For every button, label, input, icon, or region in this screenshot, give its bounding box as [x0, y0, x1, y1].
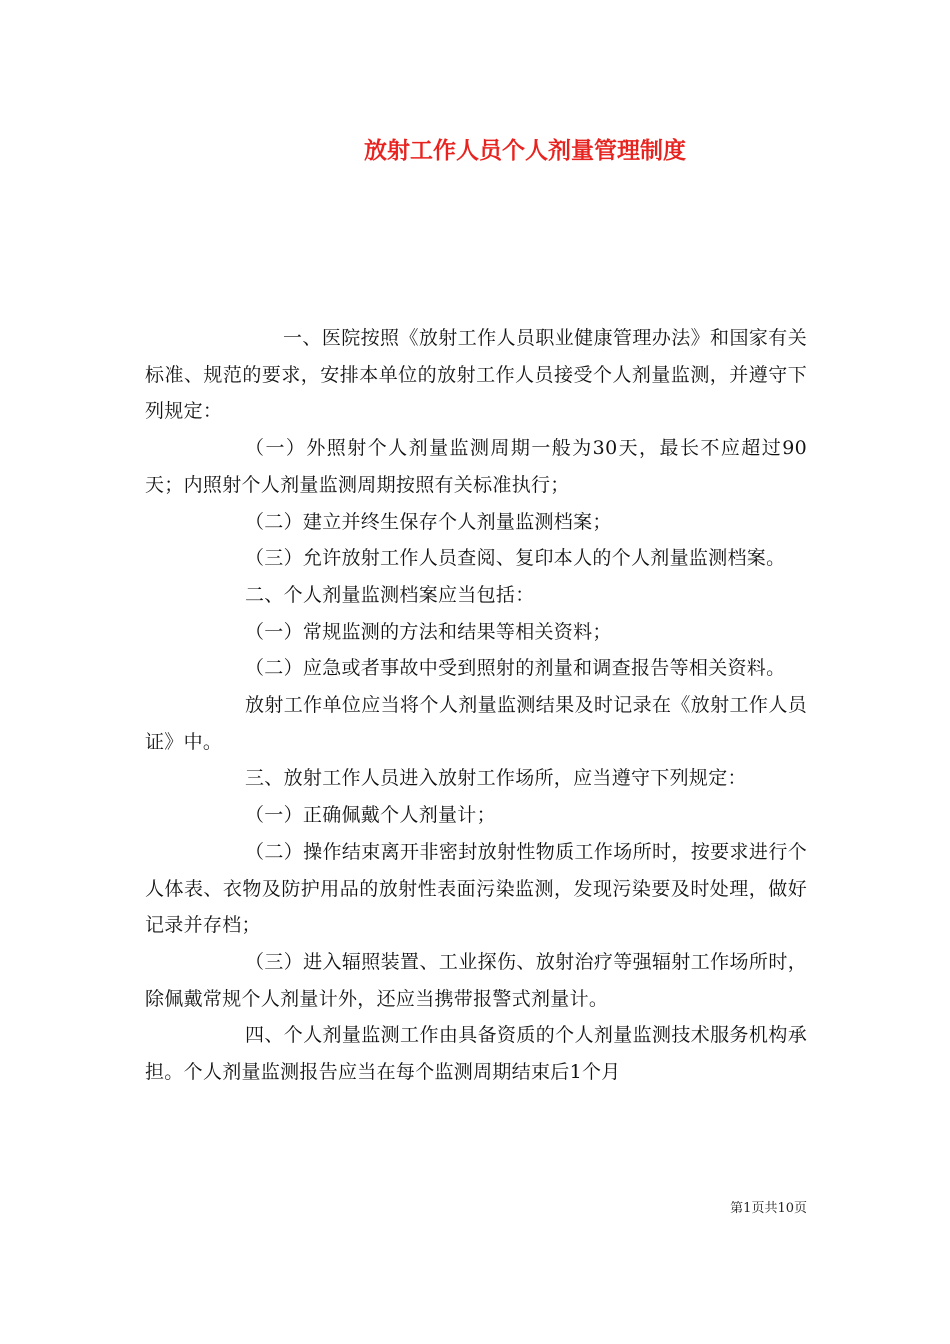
- paragraph-3-item-3: （三）进入辐照装置、工业探伤、放射治疗等强辐射工作场所时，除佩戴常规个人剂量计外，还应当携带报警式剂量计。: [145, 950, 807, 1010]
- paragraph-3-item-1: （一）正确佩戴个人剂量计；: [245, 804, 496, 827]
- paragraph-2: 二、个人剂量监测档案应当包括：: [245, 583, 535, 606]
- paragraph-2-item-1: （一）常规监测的方法和结果等相关资料；: [245, 620, 612, 643]
- page-title: 放射工作人员个人剂量管理制度: [364, 137, 686, 164]
- paragraph-2-item-2: （二）应急或者事故中受到照射的剂量和调查报告等相关资料。: [245, 657, 786, 680]
- page-number: 第1页共10页: [730, 1201, 807, 1216]
- document-body: [145, 320, 807, 1091]
- paragraph-1-item-1: （一）外照射个人剂量监测周期一般为30天，最长不应超过90天；内照射个人剂量监测周期按照有关标准执行；: [145, 437, 807, 496]
- paragraph-3: 三、放射工作人员进入放射工作场所，应当遵守下列规定：: [245, 767, 747, 790]
- paragraph-1: 一、医院按照《放射工作人员职业健康管理办法》和国家有关标准、规范的要求，安排本单位的放射工作人员接受个人剂量监测，并遵守下列规定：: [145, 327, 807, 423]
- paragraph-1-item-2: （二）建立并终生保存个人剂量监测档案；: [245, 510, 612, 533]
- paragraph-1-item-3: （三）允许放射工作人员查阅、复印本人的个人剂量监测档案。: [245, 547, 786, 570]
- paragraph-4: 四、个人剂量监测工作由具备资质的个人剂量监测技术服务机构承担。个人剂量监测报告应当在每个监测周期结束后1个月: [145, 1024, 807, 1084]
- paragraph-2-note: 放射工作单位应当将个人剂量监测结果及时记录在《放射工作人员证》中。: [145, 694, 807, 753]
- paragraph-3-item-2: （二）操作结束离开非密封放射性物质工作场所时，按要求进行个人体表、衣物及防护用品的放射性表面污染监测，发现污染要及时处理，做好记录并存档；: [145, 840, 807, 937]
